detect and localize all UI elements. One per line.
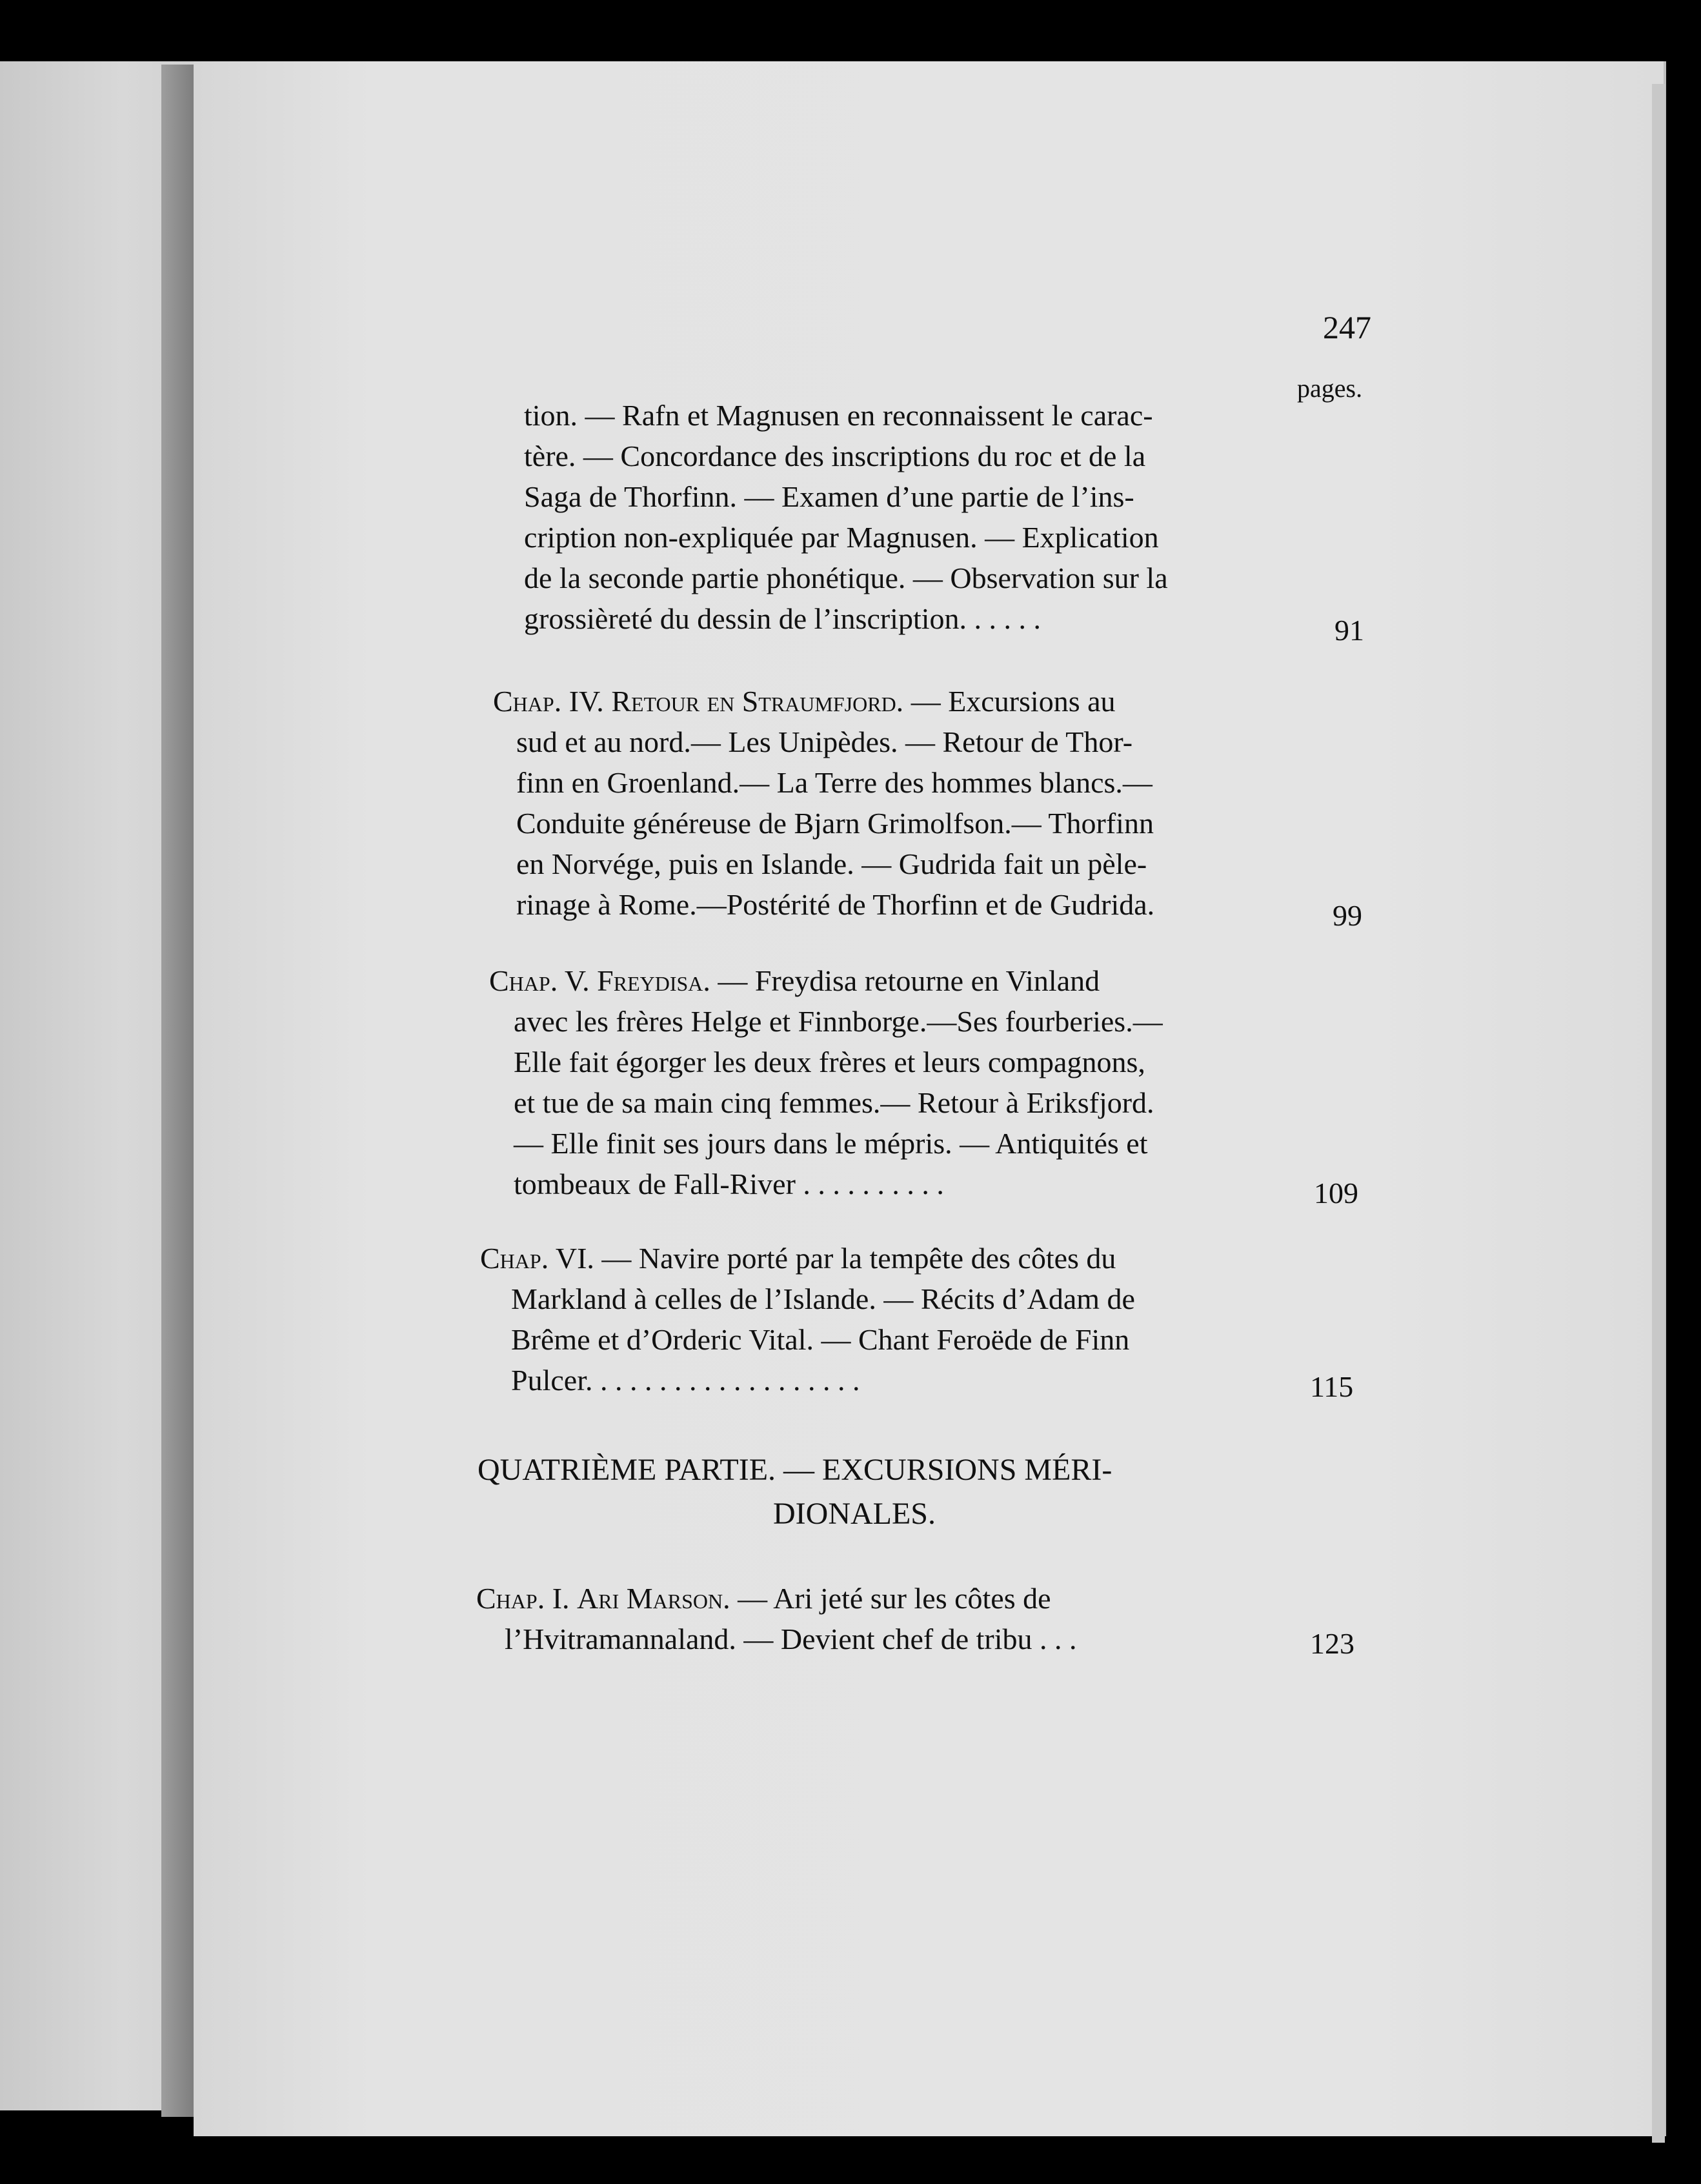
chapter-number: Chap. IV.	[493, 685, 604, 718]
part-heading-line-1: QUATRIÈME PARTIE. — EXCURSIONS MÉRI-	[478, 1453, 1112, 1487]
entry-page-number: 109	[1314, 1177, 1358, 1209]
chapter-title: Freydisa.	[597, 964, 710, 997]
entry-line: Conduite généreuse de Bjarn Grimolfson.— Thorfinn	[516, 807, 1154, 840]
entry-line: et tue de sa main cinq femmes.— Retour à Eriksfjord.	[514, 1086, 1154, 1119]
entry-line: de la seconde partie phonétique. — Observation sur la	[524, 561, 1168, 594]
entry-page-number: 99	[1333, 899, 1362, 932]
chapter-summary-start: — Excursions au	[911, 685, 1116, 718]
chapter-number: Chap. V.	[489, 964, 590, 997]
entry-line: avec les frères Helge et Finnborge.—Ses fourberies.—	[514, 1005, 1163, 1038]
pages-column-label: pages.	[1297, 374, 1363, 403]
entry-first-line	[480, 1238, 1116, 1279]
entry-line: tombeaux de Fall-River . . . . . . . . . .	[514, 1168, 944, 1200]
entry-page-number: 123	[1310, 1627, 1354, 1660]
entry-line: grossièreté du dessin de l’inscription. . . . . .	[524, 602, 1042, 635]
entry-line: finn en Groenland.— La Terre des hommes blancs.—	[516, 766, 1152, 799]
entry-line: en Norvége, puis en Islande. — Gudrida fait un pèle-	[516, 847, 1147, 880]
entry-line: l’Hvitramannaland. — Devient chef de tribu . . .	[505, 1623, 1077, 1655]
entry-line: Pulcer. . . . . . . . . . . . . . . . . . .	[511, 1364, 860, 1397]
entry-line: tère. — Concordance des inscriptions du roc et de la	[524, 440, 1146, 472]
entry-line: Markland à celles de l’Islande. — Récits d’Adam de	[511, 1282, 1135, 1315]
entry-page-number: 91	[1334, 614, 1364, 647]
chapter-summary-start: — Freydisa retourne en Vinland	[718, 964, 1100, 997]
entry-line: Saga de Thorfinn. — Examen d’une partie de l’ins-	[524, 480, 1134, 513]
page-edge	[1652, 84, 1665, 2143]
entry-first-line	[476, 1578, 1051, 1619]
entry-line: — Elle finit ses jours dans le mépris. — Antiquités et	[514, 1127, 1148, 1160]
entry-line: rinage à Rome.—Postérité de Thorfinn et de Gudrida.	[516, 888, 1155, 921]
chapter-title: Ari Marson.	[577, 1582, 730, 1615]
chapter-number: Chap. VI.	[480, 1242, 594, 1275]
entry-line: tion. — Rafn et Magnusen en reconnaissent le carac-	[524, 399, 1153, 432]
chapter-number: Chap. I.	[476, 1582, 570, 1615]
entry-line: Elle fait égorger les deux frères et leurs compagnons,	[514, 1046, 1145, 1078]
chapter-title: Retour en Straumfjord.	[611, 685, 904, 718]
entry-line: Brême et d’Orderic Vital. — Chant Feroëde de Finn	[511, 1323, 1130, 1356]
entry-line: cription non-expliquée par Magnusen. — Explication	[524, 521, 1159, 554]
chapter-summary-start: — Ari jeté sur les côtes de	[738, 1582, 1051, 1615]
chapter-summary-start: — Navire porté par la tempête des côtes du	[601, 1242, 1116, 1275]
entry-line: sud et au nord.— Les Unipèdes. — Retour de Thor-	[516, 725, 1133, 758]
entry-page-number: 115	[1310, 1370, 1354, 1403]
entry-first-line	[493, 681, 1116, 722]
part-heading-line-2: DIONALES.	[773, 1497, 936, 1531]
entry-first-line	[489, 960, 1100, 1001]
page-number: 247	[1323, 309, 1371, 345]
